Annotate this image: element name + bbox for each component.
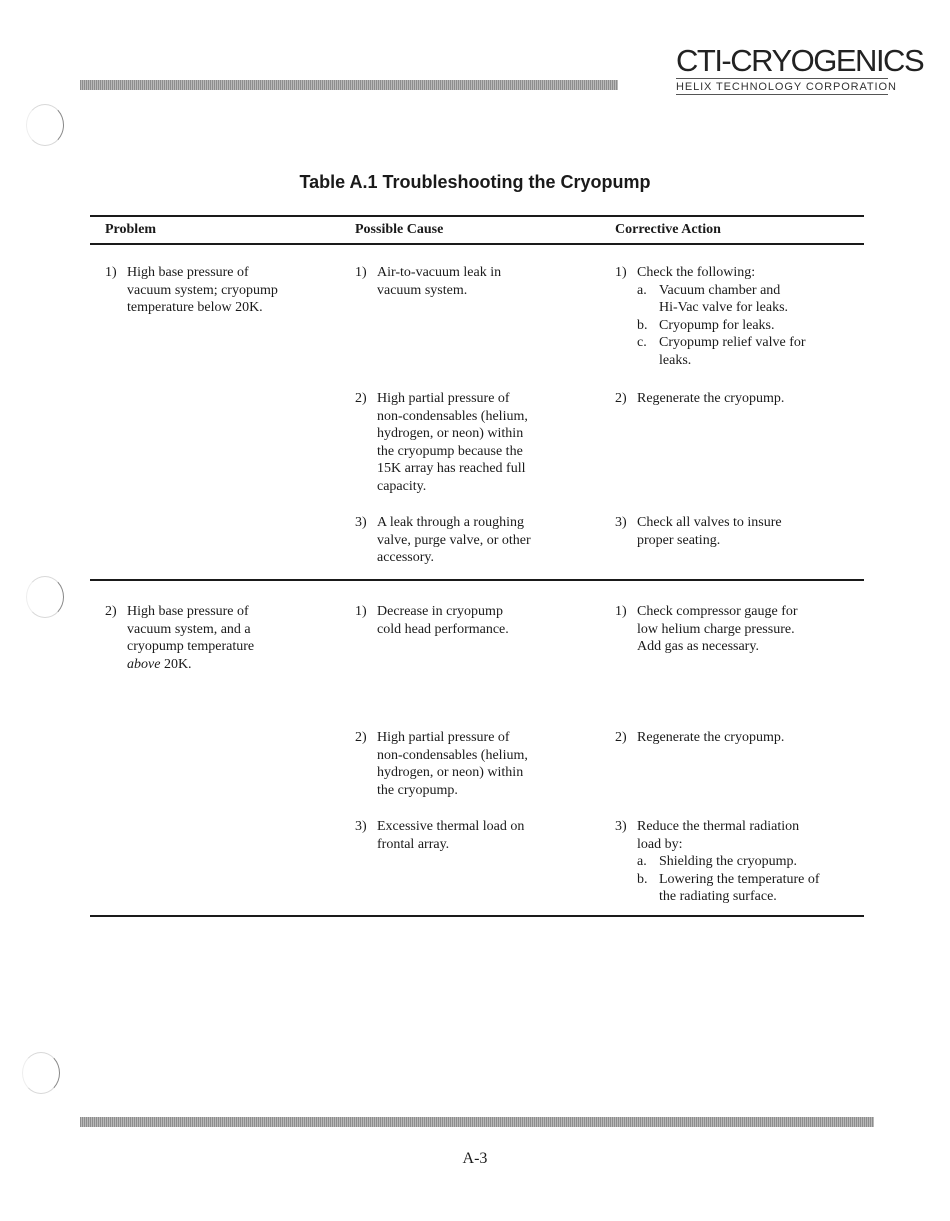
subitem-line: the radiating surface. (659, 889, 777, 905)
problem-line: vacuum system, and a (127, 621, 251, 637)
subitem-line: Shielding the cryopump. (659, 854, 798, 870)
cause-line: valve, purge valve, or other (377, 532, 531, 548)
action-number: 2) (615, 730, 627, 745)
problem-line-rest: 20K. (160, 656, 192, 672)
action-number: 3) (615, 819, 627, 834)
table-title: Table A.1 Troubleshooting the Cryopump (299, 172, 651, 192)
action-line: Reduce the thermal radiation (637, 819, 800, 834)
cause-1-2 (355, 390, 528, 496)
table-bottom-rule (90, 915, 864, 917)
action-1-2 (615, 390, 784, 408)
cause-line: A leak through a roughing (377, 515, 524, 530)
logo-main-text: CTI-CRYOGENICS (676, 43, 924, 78)
punch-hole-bottom (22, 1052, 60, 1094)
header-possible-cause: Possible Cause (355, 222, 444, 237)
action-1-3 (615, 514, 782, 549)
cause-1-1 (355, 264, 501, 299)
logo-sub-text: HELIX TECHNOLOGY CORPORATION (676, 78, 888, 95)
problem-2 (105, 603, 254, 673)
action-2-3 (615, 818, 820, 906)
problem-line: High base pressure of (127, 604, 249, 619)
action-line: Check all valves to insure (637, 515, 782, 530)
cause-number: 3) (355, 515, 367, 530)
subitem-letter: b. (637, 871, 648, 887)
cause-number: 1) (355, 265, 367, 280)
cause-line: capacity. (377, 478, 427, 494)
cause-line: hydrogen, or neon) within (377, 426, 524, 442)
cause-line: Decrease in cryopump (377, 604, 503, 619)
cause-line: non-condensables (helium, (377, 747, 528, 763)
subitem-letter: a. (637, 854, 647, 870)
action-1-1 (615, 264, 806, 370)
action-line: Add gas as necessary. (637, 639, 759, 655)
header-problem: Problem (105, 222, 157, 237)
subitem-line: Vacuum chamber and (659, 282, 781, 298)
action-line: proper seating. (637, 532, 721, 548)
table-top-rule (90, 215, 864, 217)
subitem-letter: c. (637, 335, 647, 351)
cause-number: 3) (355, 819, 367, 834)
problem-line: temperature below 20K. (127, 300, 263, 316)
action-number: 3) (615, 515, 627, 530)
punch-hole-top (26, 104, 64, 146)
cause-number: 2) (355, 391, 367, 406)
cause-line: Air-to-vacuum leak in (377, 265, 502, 280)
problem-1 (105, 264, 278, 317)
action-subitem (637, 282, 806, 317)
cause-2-1 (355, 603, 509, 638)
action-subitem (637, 853, 820, 871)
problem-line: cryopump temperature (127, 639, 255, 655)
problem-line: High base pressure of (127, 265, 249, 280)
cause-line: non-condensables (helium, (377, 408, 528, 424)
action-2-2 (615, 729, 784, 747)
action-subitem (637, 871, 820, 906)
cause-1-3 (355, 514, 531, 567)
cause-2-3 (355, 818, 524, 853)
problem-number: 2) (105, 604, 117, 619)
problem-number: 1) (105, 265, 117, 280)
action-subitem (637, 317, 806, 335)
group-divider-rule (90, 579, 864, 581)
header-corrective-action: Corrective Action (615, 222, 721, 237)
cause-line: Excessive thermal load on (377, 819, 525, 834)
cause-line: the cryopump. (377, 782, 458, 798)
action-number: 2) (615, 391, 627, 406)
subitem-letter: b. (637, 317, 648, 333)
subitem-letter: a. (637, 282, 647, 298)
action-line: Regenerate the cryopump. (637, 730, 785, 745)
action-line: Check the following: (637, 265, 756, 280)
footer-rule-bar (80, 1117, 874, 1127)
subitem-line: leaks. (659, 352, 692, 368)
cause-number: 1) (355, 604, 367, 619)
action-number: 1) (615, 265, 627, 280)
action-number: 1) (615, 604, 627, 619)
header-rule-bar (80, 80, 618, 90)
cause-line: High partial pressure of (377, 391, 510, 406)
subitem-line: Lowering the temperature of (659, 871, 820, 887)
cause-2-2 (355, 729, 528, 799)
cause-line: vacuum system. (377, 282, 468, 298)
company-logo (676, 43, 924, 95)
action-line: low helium charge pressure. (637, 621, 795, 637)
cause-line: accessory. (377, 550, 435, 566)
page-number: A-3 (462, 1150, 488, 1167)
cause-line: frontal array. (377, 836, 450, 852)
problem-emphasis: above (127, 656, 161, 672)
punch-hole-middle (26, 576, 64, 618)
action-line: load by: (637, 836, 683, 852)
cause-line: hydrogen, or neon) within (377, 765, 524, 781)
action-subitem (637, 334, 806, 369)
cause-number: 2) (355, 730, 367, 745)
problem-line (127, 656, 254, 674)
subitem-line: Hi-Vac valve for leaks. (659, 300, 789, 316)
subitem-line: Cryopump relief valve for (659, 335, 806, 351)
problem-line: vacuum system; cryopump (127, 282, 278, 298)
action-line: Regenerate the cryopump. (637, 391, 785, 406)
action-line: Check compressor gauge for (637, 604, 798, 619)
action-2-1 (615, 603, 798, 656)
header-bottom-rule (90, 243, 864, 245)
subitem-line: Cryopump for leaks. (659, 317, 775, 333)
cause-line: the cryopump because the (377, 443, 523, 459)
cause-line: cold head performance. (377, 621, 509, 637)
cause-line: 15K array has reached full (377, 461, 526, 477)
cause-line: High partial pressure of (377, 730, 510, 745)
